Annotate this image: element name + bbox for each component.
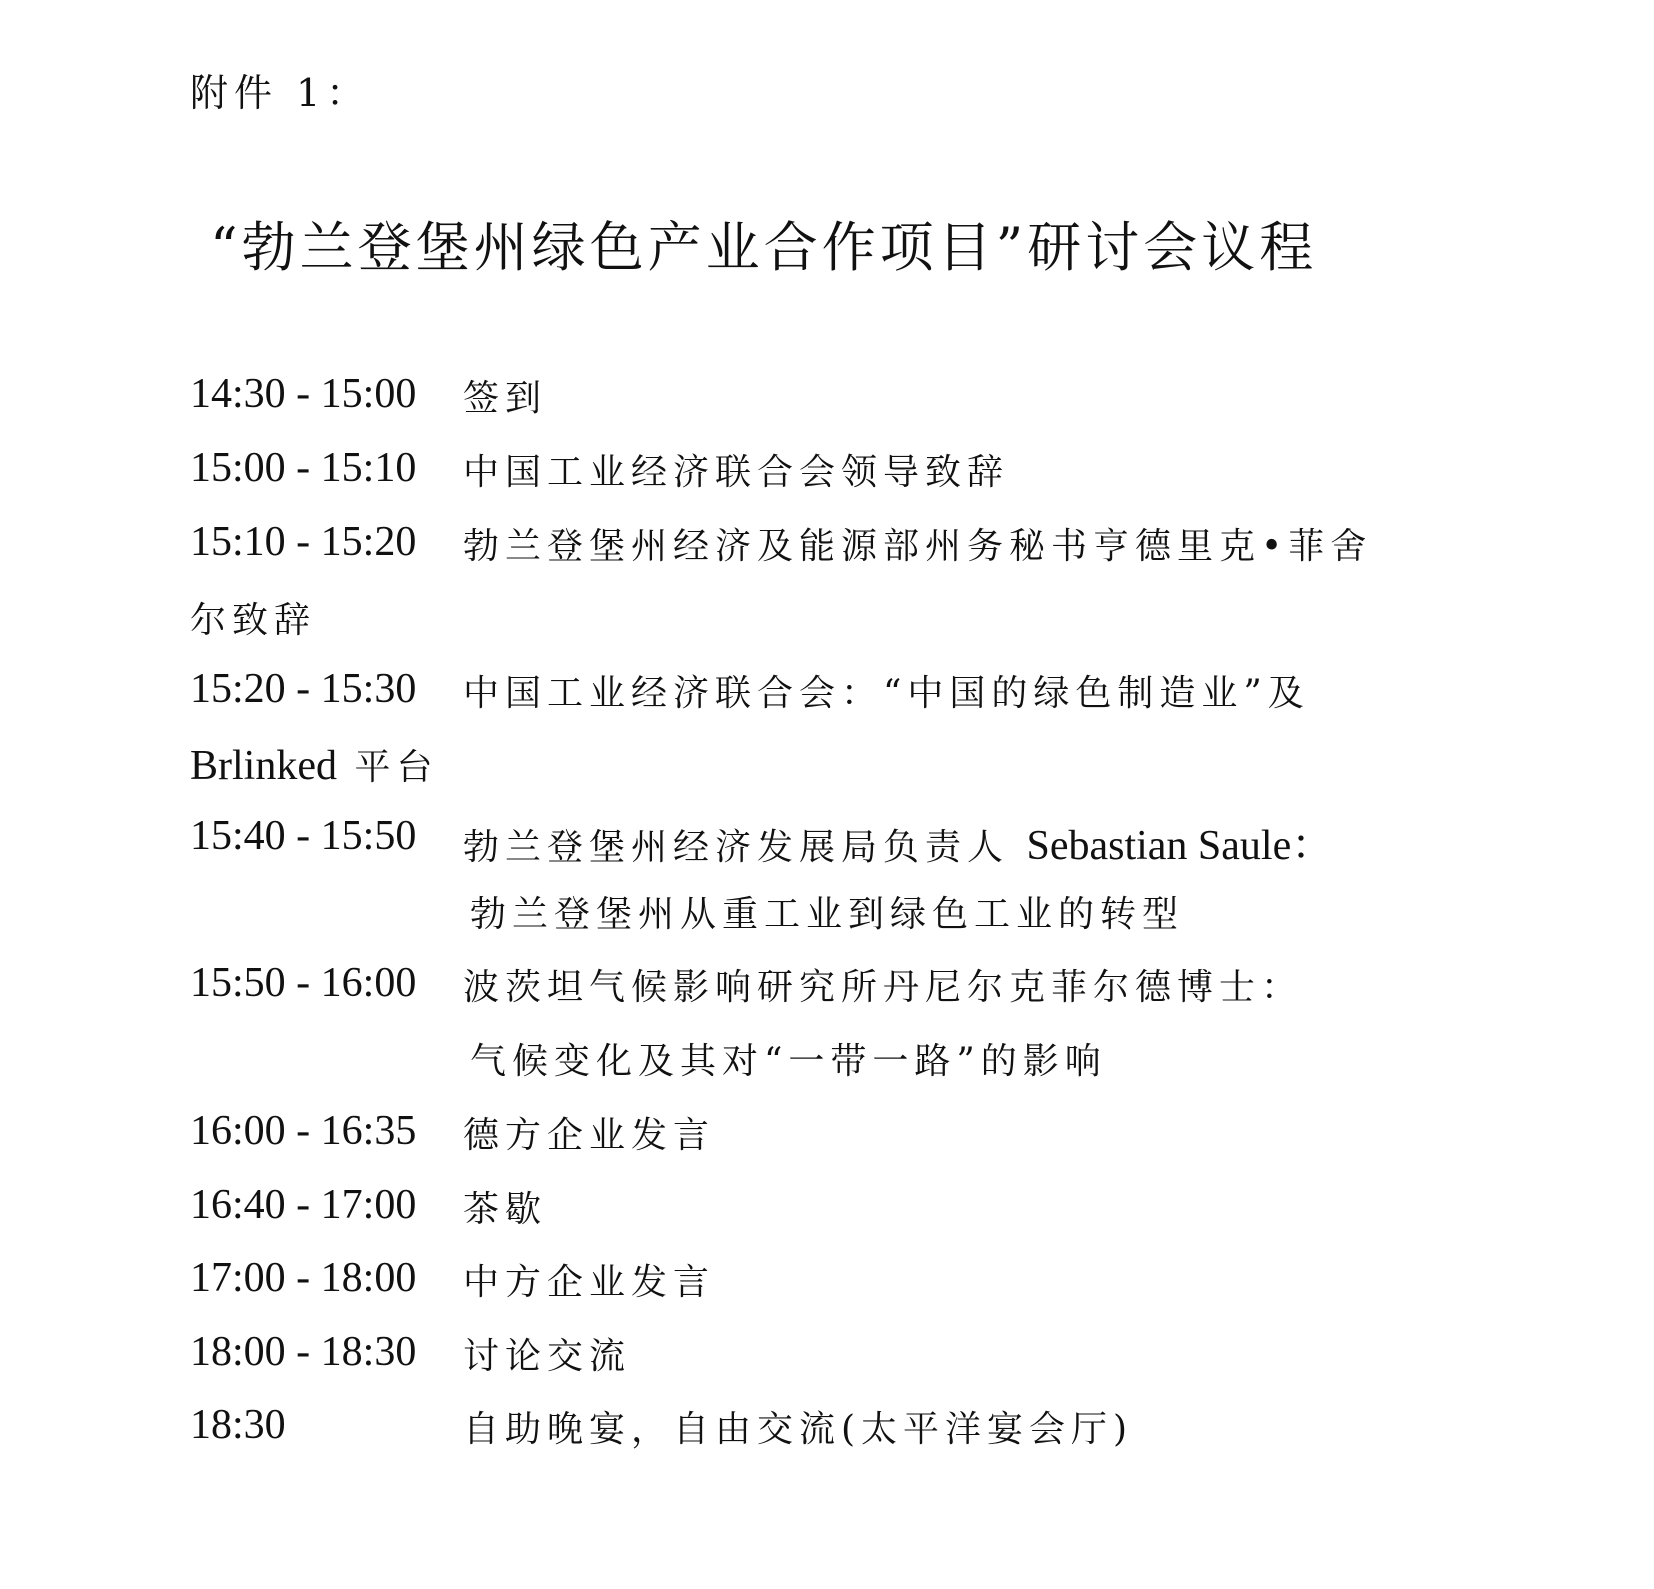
agenda-time: 16:00 - 16:35 [190, 1108, 417, 1154]
agenda-time: 15:20 - 15:30 [190, 666, 417, 712]
agenda-continuation-text [190, 739, 438, 790]
agenda-text: 勃兰登堡州经济及能源部州务秘书亨德里克•菲舍 [463, 526, 1373, 567]
agenda-time: 14:30 - 15:00 [190, 371, 417, 417]
agenda-continuation-latin: Brlinked [190, 743, 337, 789]
agenda-time: 18:30 [190, 1402, 286, 1448]
attachment-label: 附件 1： [190, 71, 371, 115]
agenda-time: 15:10 - 15:20 [190, 519, 417, 565]
agenda-text: 中国工业经济联合会领导致辞 [463, 452, 1010, 493]
agenda-time: 18:00 - 18:30 [190, 1329, 417, 1375]
agenda-text: 自助晚宴，自由交流(太平洋宴会厅) [463, 1409, 1134, 1450]
agenda-text: 中方企业发言 [463, 1262, 716, 1303]
agenda-line2-text: 气候变化及其对“一带一路”的影响 [470, 1041, 1107, 1082]
agenda-time: 17:00 - 18:00 [190, 1255, 417, 1301]
agenda-text: 波茨坦气候影响研究所丹尼尔克菲尔德博士： [463, 967, 1304, 1008]
agenda-text: 讨论交流 [463, 1336, 632, 1377]
agenda-line2-text: 勃兰登堡州从重工业到绿色工业的转型 [470, 894, 1185, 935]
document-title: “勃兰登堡州绿色产业合作项目”研讨会议程 [210, 216, 1318, 279]
agenda-text-latin: Sebastian Saule： [1026, 823, 1334, 869]
agenda-continuation-text: 尔致辞 [190, 600, 317, 641]
agenda-text-cjk: 勃兰登堡州经济发展局负责人 [463, 827, 1010, 868]
agenda-text: 中国工业经济联合会：“中国的绿色制造业”及 [463, 673, 1310, 714]
agenda-text: 签到 [463, 378, 548, 419]
agenda-text: 德方企业发言 [463, 1115, 716, 1156]
agenda-text [463, 812, 1333, 872]
agenda-time: 15:40 - 15:50 [190, 813, 417, 859]
agenda-time: 15:50 - 16:00 [190, 960, 417, 1006]
agenda-continuation-cjk: 平台 [354, 747, 439, 788]
agenda-time: 15:00 - 15:10 [190, 445, 417, 491]
agenda-text: 茶歇 [463, 1189, 548, 1230]
agenda-time: 16:40 - 17:00 [190, 1182, 417, 1228]
